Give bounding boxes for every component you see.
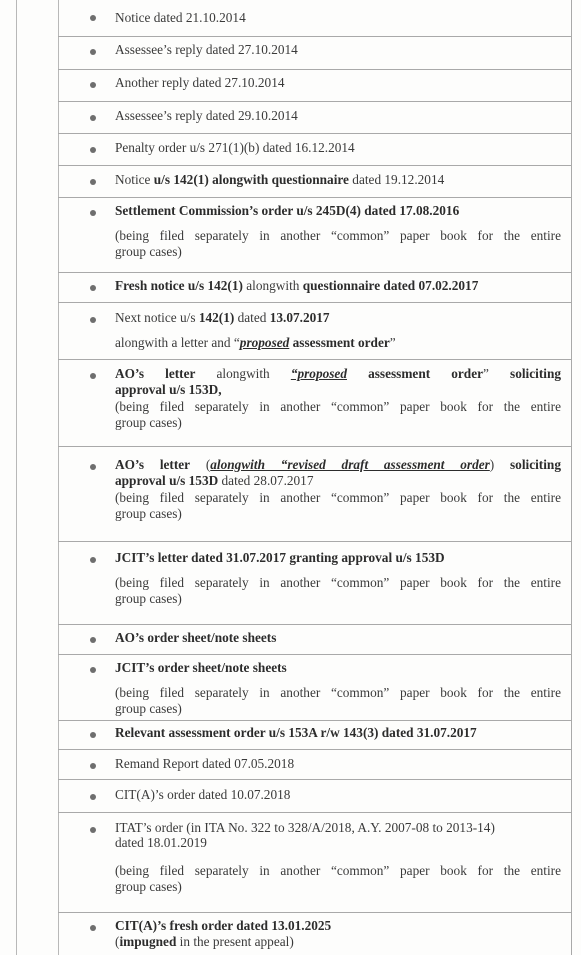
list-item bbox=[115, 310, 561, 326]
bullet-icon bbox=[90, 147, 96, 153]
list-item bbox=[115, 366, 561, 382]
list-item: Assessee’s reply dated 27.10.2014 bbox=[115, 42, 298, 57]
item-text: alongwith bbox=[242, 278, 303, 293]
table-row bbox=[58, 303, 571, 360]
table-row bbox=[58, 447, 571, 542]
bullet-icon bbox=[90, 82, 96, 88]
bullet-icon bbox=[90, 763, 96, 769]
list-item-note: (being filed separately in another “common” paper book for the entire bbox=[115, 490, 561, 505]
list-item: CIT(A)’s order dated 10.07.2018 bbox=[115, 787, 291, 802]
bullet-icon bbox=[90, 557, 96, 563]
list-item: JCIT’s order sheet/note sheets bbox=[115, 660, 287, 675]
bullet-icon bbox=[90, 15, 96, 21]
list-item: Assessee’s reply dated 29.10.2014 bbox=[115, 108, 298, 123]
table-row bbox=[58, 542, 571, 625]
table-row bbox=[58, 625, 571, 655]
bullet-icon bbox=[90, 285, 96, 291]
item-text: Notice bbox=[115, 172, 154, 187]
item-text-bold: u/s 142(1) alongwith questionnaire bbox=[153, 172, 349, 187]
table-row bbox=[58, 780, 571, 813]
bullet-icon bbox=[90, 925, 96, 931]
table-row bbox=[58, 37, 571, 70]
bullet-icon bbox=[90, 464, 96, 470]
item-text: dated 19.12.2014 bbox=[348, 172, 445, 187]
bullet-icon bbox=[90, 115, 96, 121]
list-item bbox=[115, 457, 561, 473]
list-item-note: group cases) bbox=[115, 701, 182, 716]
table-row bbox=[58, 134, 571, 166]
bullet-icon bbox=[90, 210, 96, 216]
list-item-note: (being filed separately in another “common” paper book for the entire bbox=[115, 228, 561, 243]
list-item-note: group cases) bbox=[115, 244, 182, 259]
item-text-bold: assessment order bbox=[346, 366, 483, 381]
document-index-table bbox=[58, 0, 572, 955]
list-item: ITAT’s order (in ITA No. 322 to 328/A/2018, A.Y. 2007-08 to 2013-14) bbox=[115, 820, 495, 835]
list-item-note: (being filed separately in another “common” paper book for the entire bbox=[115, 685, 561, 700]
item-text-emphasis: proposed bbox=[239, 335, 290, 350]
list-item-continued bbox=[115, 473, 561, 489]
item-text: dated 28.07.2017 bbox=[218, 473, 314, 488]
table-column-margin bbox=[0, 0, 17, 955]
bullet-icon bbox=[90, 179, 96, 185]
item-text: ( bbox=[190, 457, 211, 472]
bullet-icon bbox=[90, 49, 96, 55]
list-item: CIT(A)’s fresh order dated 13.01.2025 bbox=[115, 918, 332, 933]
list-item-continued: approval u/s 153D, bbox=[115, 382, 222, 397]
list-item-note: (being filed separately in another “common” paper book for the entire bbox=[115, 399, 561, 414]
table-row bbox=[58, 166, 571, 198]
item-text: ” bbox=[389, 335, 396, 350]
item-text: Next notice u/s bbox=[115, 310, 199, 325]
item-text-bold: 142(1) bbox=[198, 310, 235, 325]
bullet-icon bbox=[90, 794, 96, 800]
item-text: alongwith bbox=[195, 366, 291, 381]
table-row bbox=[58, 0, 571, 37]
list-item-note: group cases) bbox=[115, 879, 182, 894]
table-row bbox=[58, 273, 571, 303]
item-text-bold: soliciting bbox=[510, 457, 561, 472]
list-item-note: (being filed separately in another “common” paper book for the entire bbox=[115, 863, 561, 878]
list-item-note: group cases) bbox=[115, 506, 182, 521]
list-item-note bbox=[115, 335, 561, 351]
table-row bbox=[58, 360, 571, 447]
bullet-icon bbox=[90, 827, 96, 833]
item-text-bold: Fresh notice u/s 142(1) bbox=[115, 278, 243, 293]
table-row bbox=[58, 813, 571, 913]
list-item: Penalty order u/s 271(1)(b) dated 16.12.2014 bbox=[115, 140, 355, 155]
item-text-bold: assessment order bbox=[289, 335, 390, 350]
list-item bbox=[115, 172, 561, 188]
list-item: Another reply dated 27.10.2014 bbox=[115, 75, 285, 90]
list-item: Remand Report dated 07.05.2018 bbox=[115, 756, 295, 771]
item-text-bold: 13.07.2017 bbox=[269, 310, 330, 325]
item-text-bold: impugned bbox=[119, 934, 177, 949]
bullet-icon bbox=[90, 667, 96, 673]
list-item-note: group cases) bbox=[115, 591, 182, 606]
table-column-serial bbox=[16, 0, 59, 955]
list-item-note: group cases) bbox=[115, 415, 182, 430]
item-text-bold: approval u/s 153D bbox=[115, 473, 219, 488]
list-item: Settlement Commission’s order u/s 245D(4) dated 17.08.2016 bbox=[115, 203, 460, 218]
list-item: Notice dated 21.10.2014 bbox=[115, 10, 246, 25]
list-item: JCIT’s letter dated 31.07.2017 granting approval u/s 153D bbox=[115, 550, 445, 565]
table-row bbox=[58, 655, 571, 721]
table-row bbox=[58, 102, 571, 134]
item-text: ” bbox=[483, 366, 511, 381]
list-item-note: (being filed separately in another “common” paper book for the entire bbox=[115, 575, 561, 590]
list-item: AO’s order sheet/note sheets bbox=[115, 630, 277, 645]
item-text: ( bbox=[115, 934, 120, 949]
table-row bbox=[58, 198, 571, 273]
list-item: Relevant assessment order u/s 153A r/w 143(3) dated 31.07.2017 bbox=[115, 725, 477, 740]
bullet-icon bbox=[90, 317, 96, 323]
list-item-continued bbox=[115, 934, 561, 950]
table-row bbox=[58, 913, 571, 955]
item-text-bold: AO’s letter bbox=[115, 457, 191, 472]
item-text-bold: questionnaire dated 07.02.2017 bbox=[302, 278, 479, 293]
list-item bbox=[115, 278, 561, 294]
item-text-emphasis: “proposed bbox=[290, 366, 347, 381]
item-text-bold: soliciting bbox=[510, 366, 561, 381]
bullet-icon bbox=[90, 732, 96, 738]
item-text: in the present appeal) bbox=[176, 934, 294, 949]
table-row bbox=[58, 721, 571, 750]
list-item-continued: dated 18.01.2019 bbox=[115, 835, 207, 850]
item-text: alongwith a letter and “ bbox=[115, 335, 240, 350]
table-row bbox=[58, 70, 571, 102]
bullet-icon bbox=[90, 373, 96, 379]
item-text: ) bbox=[489, 457, 510, 472]
table-row bbox=[58, 750, 571, 780]
item-text-emphasis: alongwith “revised draft assessment order bbox=[210, 457, 490, 472]
item-text: dated bbox=[234, 310, 270, 325]
item-text-bold: AO’s letter bbox=[115, 366, 196, 381]
bullet-icon bbox=[90, 637, 96, 643]
